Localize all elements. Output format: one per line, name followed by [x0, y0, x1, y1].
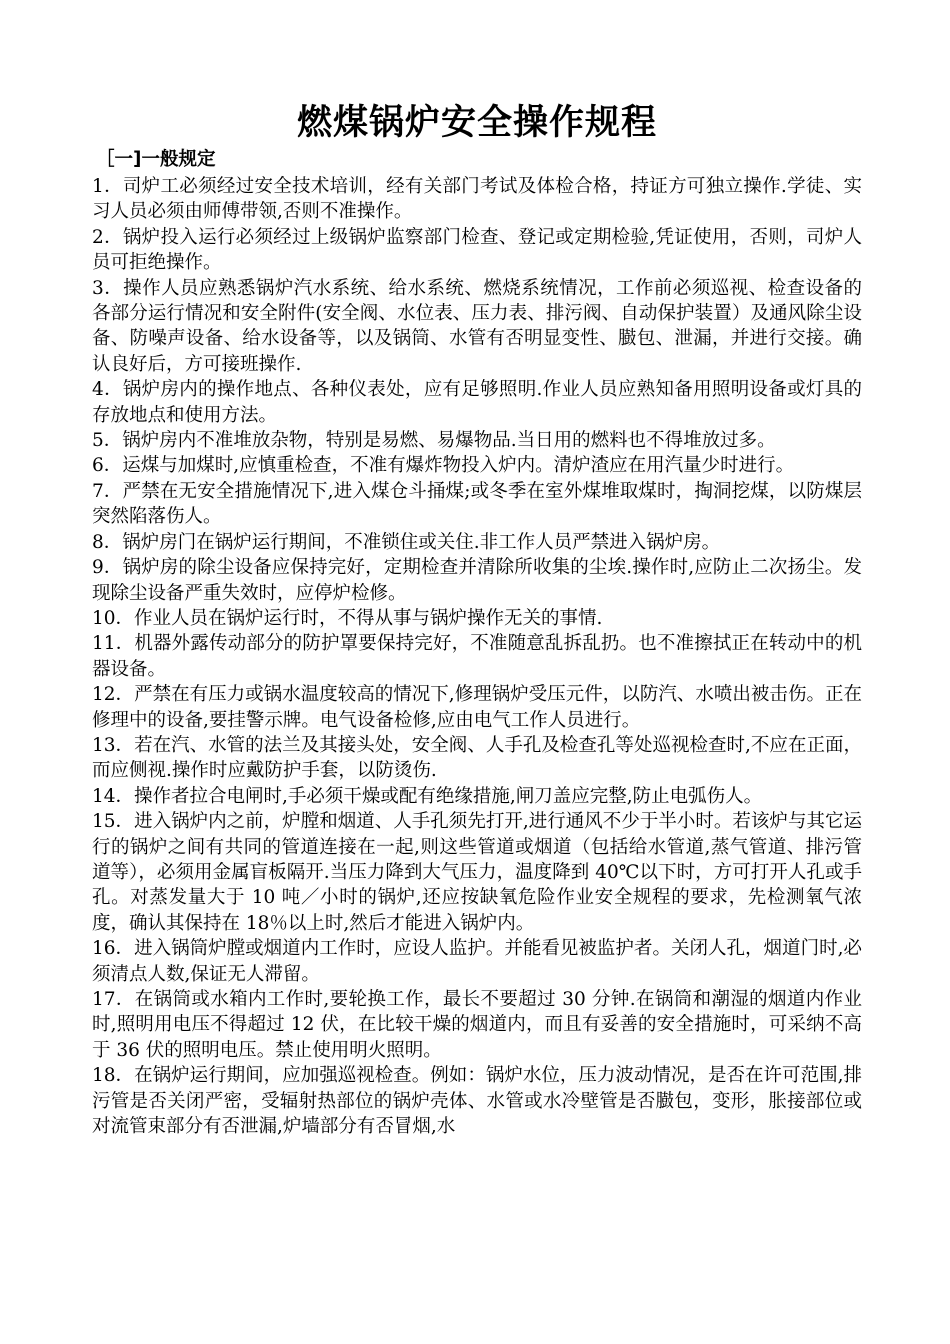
- paragraph-15: 15．进入锅炉内之前，炉膛和烟道、人手孔须先打开,进行通风不少于半小时。若该炉与其它运行的锅炉之间有共同的管道连接在一起,则这些管道或烟道（包括给水管道,蒸气管道、排污管道等），必须用金属盲板隔开.当压力降到大气压力，温度降到 40℃以下时，方可打开人孔或手孔。对蒸发量大于 10 吨／小时的锅炉,还应按缺氧危险作业安全规程的要求，先检测氧气浓度，确认其保持在 18％以上时,然后才能进入锅炉内。: [92, 811, 862, 934]
- paragraph-12: 12．严禁在有压力或锅水温度较高的情况下,修理锅炉受压元件，以防汽、水喷出被击伤。正在修理中的设备,要挂警示牌。电气设备检修,应由电气工作人员进行。: [92, 684, 862, 731]
- paragraph-5: 5．锅炉房内不准堆放杂物，特别是易燃、易爆物品.当日用的燃料也不得堆放过多。: [92, 430, 776, 452]
- paragraph-18: 18．在锅炉运行期间，应加强巡视检查。例如：锅炉水位，压力波动情况，是否在许可范围,排污管是否关闭严密，受辐射热部位的锅炉壳体、水管或水冷壁管是否臌包，变形，胀接部位或对流管束部分有否泄漏,炉墙部分有否冒烟,水: [92, 1065, 862, 1138]
- paragraph-2: 2．锅炉投入运行必须经过上级锅炉监察部门检查、登记或定期检验,凭证使用，否则，司炉人员可拒绝操作。: [92, 226, 862, 274]
- paragraph-7: 7．严禁在无安全措施情况下,进入煤仓斗捅煤;或冬季在室外煤堆取煤时，掏洞挖煤，以防煤层突然陷落伤人。: [92, 480, 862, 528]
- paragraph-3: 3．操作人员应熟悉锅炉汽水系统、给水系统、燃烧系统情况，工作前必须巡视、检查设备的各部分运行情况和安全附件(安全阀、水位表、压力表、排污阀、自动保护装置）及通风除尘设备、防噪声设备、给水设备等，以及锅筒、水管有否明显变性、臌包、泄漏，并进行交接。确认良好后，方可接班操作.: [92, 277, 862, 375]
- paragraph-list: [92, 174, 862, 1139]
- document-title: 燃煤锅炉安全操作规程: [296, 103, 657, 143]
- paragraph-16: 16．进入锅筒炉膛或烟道内工作时，应设人监护。并能看见被监护者。关闭人孔，烟道门时,必须清点人数,保证无人滞留。: [92, 938, 862, 985]
- paragraph-11: 11．机器外露传动部分的防护罩要保持完好，不准随意乱拆乱扔。也不准擦拭正在转动中的机器设备。: [92, 633, 862, 680]
- paragraph-14: 14．操作者拉合电闸时,手必须干燥或配有绝缘措施,闸刀盖应完整,防止电弧伤人。: [92, 785, 763, 807]
- section-heading: ［一]一般规定: [96, 149, 216, 170]
- paragraph-1: 1．司炉工必须经过安全技术培训，经有关部门考试及体检合格，持证方可独立操作.学徒、实习人员必须由师傅带领,否则不准操作。: [92, 176, 862, 223]
- paragraph-13: 13．若在汽、水管的法兰及其接头处，安全阀、人手孔及检查孔等处巡视检查时,不应在正面，而应侧视.操作时应戴防护手套，以防烫伤.: [92, 734, 862, 782]
- paragraph-8: 8．锅炉房门在锅炉运行期间，不准锁住或关住.非工作人员严禁进入锅炉房。: [92, 531, 721, 553]
- document-page: [92, 100, 862, 1139]
- paragraph-4: 4．锅炉房内的操作地点、各种仪表处，应有足够照明.作业人员应熟知备用照明设备或灯具的存放地点和使用方法。: [92, 379, 862, 426]
- paragraph-6: 6．运煤与加煤时,应慎重检查，不准有爆炸物投入炉内。清炉渣应在用汽量少时进行。: [92, 455, 795, 477]
- paragraph-10: 10．作业人员在锅炉运行时，不得从事与锅炉操作无关的事情.: [92, 607, 603, 629]
- paragraph-9: 9．锅炉房的除尘设备应保持完好，定期检查并清除所收集的尘埃.操作时,应防止二次扬尘。发现除尘设备严重失效时，应停炉检修。: [92, 557, 862, 604]
- paragraph-17: 17．在锅筒或水箱内工作时,要轮换工作，最长不要超过 30 分钟.在锅筒和潮湿的烟道内作业时,照明用电压不得超过 12 伏，在比较干燥的烟道内，而且有妥善的安全措施时，可采纳不高于 36 伏的照明电压。禁止使用明火照明。: [92, 989, 862, 1061]
